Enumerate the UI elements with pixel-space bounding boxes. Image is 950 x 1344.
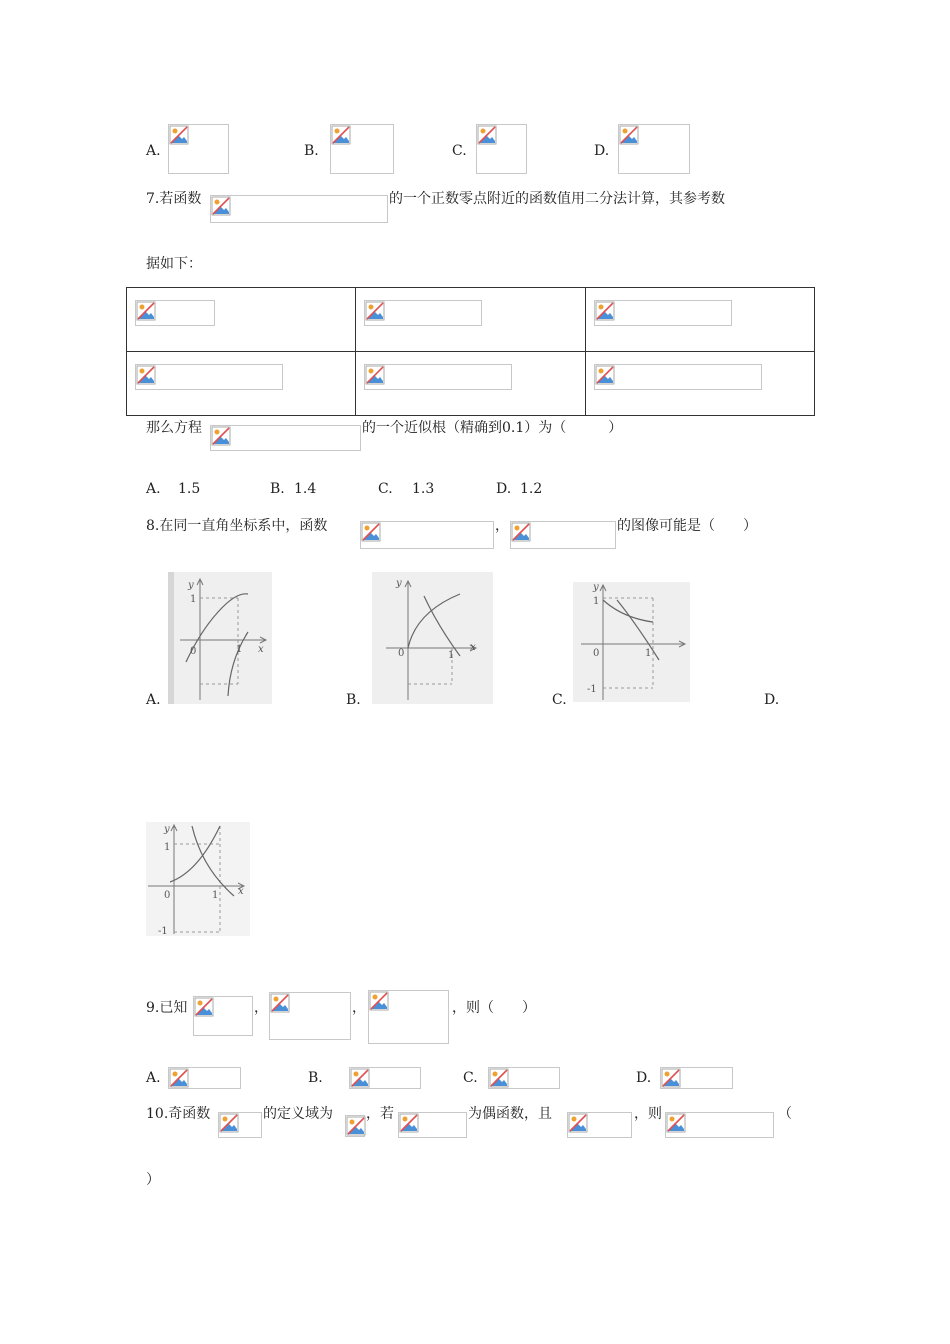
broken-image-icon — [136, 301, 156, 321]
axis-y-label: y — [396, 578, 402, 589]
axis-x-label: x — [258, 644, 264, 655]
broken-image-icon — [595, 301, 615, 321]
tick-label-one: 1 — [190, 594, 197, 605]
q7-option-a-value: 1.5 — [178, 481, 201, 497]
broken-image-icon — [211, 196, 231, 216]
origin-label: 0 — [190, 646, 197, 657]
broken-image-icon — [331, 125, 351, 145]
table-cell — [356, 288, 585, 352]
axis-y-label: y — [164, 824, 170, 835]
table-cell — [356, 352, 585, 416]
table-cell — [127, 352, 356, 416]
q9-option-d-label: D. — [636, 1070, 652, 1086]
q10-mid1: 的定义域为 — [263, 1106, 333, 1122]
q9-option-a-label: A. — [146, 1070, 161, 1086]
broken-image-icon — [136, 365, 156, 385]
q8-option-a-label: A. — [146, 692, 161, 708]
broken-image-icon — [477, 125, 497, 145]
q10-open-paren: （ — [778, 1106, 792, 1122]
broken-image-icon — [568, 1113, 588, 1133]
q7-option-b-value: 1.4 — [294, 481, 317, 497]
reference-data-table — [126, 287, 815, 416]
formula-image — [168, 1067, 241, 1089]
table-row — [127, 352, 815, 416]
q7-option-c-label: C. — [378, 481, 393, 497]
q10-prefix: 10.奇函数 — [146, 1106, 211, 1122]
tick-label-neg-one: -1 — [587, 684, 597, 695]
formula-image — [364, 364, 512, 390]
axis-y-label: y — [593, 582, 599, 593]
broken-image-icon — [369, 991, 389, 1011]
axis-y-label: y — [188, 580, 194, 591]
broken-image-icon — [346, 1116, 366, 1136]
formula-image — [368, 990, 449, 1044]
q9-option-b-label: B. — [308, 1070, 323, 1086]
q6-option-b-label: B. — [304, 143, 319, 159]
broken-image-icon — [489, 1068, 509, 1088]
q10-close-paren: ） — [146, 1172, 160, 1188]
formula-image — [210, 425, 361, 451]
broken-image-icon — [169, 1068, 189, 1088]
broken-image-icon — [661, 1068, 681, 1088]
broken-image-icon — [219, 1113, 239, 1133]
q9-comma: ， — [352, 1000, 366, 1016]
table-cell — [127, 288, 356, 352]
tick-label-one: 1 — [236, 644, 243, 655]
broken-image-icon — [666, 1113, 686, 1133]
tick-label-one: 1 — [645, 648, 652, 659]
formula-image — [345, 1115, 365, 1137]
broken-image-icon — [365, 301, 385, 321]
q9-option-c-label: C. — [463, 1070, 478, 1086]
q7-option-d-label: D. — [496, 481, 512, 497]
formula-image — [330, 124, 394, 174]
broken-image-icon — [194, 997, 214, 1017]
q7-prefix: 7.若函数 — [146, 191, 202, 207]
q10-mid4: ，则 — [634, 1106, 662, 1122]
table-cell — [585, 288, 814, 352]
broken-image-icon — [619, 125, 639, 145]
formula-image — [364, 300, 482, 326]
graph-option-b — [372, 572, 493, 704]
q6-option-d-label: D. — [594, 143, 610, 159]
formula-image — [193, 996, 253, 1036]
formula-image — [210, 195, 388, 223]
q8-prefix: 8.在同一直角坐标系中，函数 — [146, 518, 328, 534]
axis-x-label: x — [470, 642, 476, 653]
q7-suffix: 的一个正数零点附近的函数值用二分法计算，其参考数 — [389, 191, 725, 207]
q6-option-a-label: A. — [146, 143, 161, 159]
formula-image — [510, 521, 616, 549]
broken-image-icon — [169, 125, 189, 145]
q8-option-c-label: C. — [552, 692, 567, 708]
origin-label: 0 — [398, 648, 405, 659]
q10-mid2: ，若 — [366, 1106, 394, 1122]
q8-option-b-label: B. — [346, 692, 361, 708]
graph-option-d — [146, 822, 250, 936]
broken-image-icon — [211, 426, 231, 446]
broken-image-icon — [399, 1113, 419, 1133]
q8-option-d-label: D. — [764, 692, 780, 708]
tick-label-one: 1 — [448, 650, 455, 661]
q7-option-d-value: 1.2 — [520, 481, 543, 497]
formula-image — [135, 364, 283, 390]
q7-line3-suffix: 的一个近似根（精确到0.1）为（ ） — [362, 420, 623, 436]
broken-image-icon — [511, 522, 531, 542]
q10-mid3: 为偶函数，且 — [468, 1106, 552, 1122]
formula-image — [269, 992, 351, 1040]
table-row — [127, 288, 815, 352]
q9-prefix: 9.已知 — [146, 1000, 188, 1016]
formula-image — [349, 1067, 421, 1089]
q7-option-c-value: 1.3 — [412, 481, 435, 497]
axis-x-label: x — [238, 886, 244, 897]
q9-comma: ， — [254, 1000, 268, 1016]
formula-image — [665, 1112, 774, 1138]
formula-image — [567, 1112, 632, 1138]
q6-option-c-label: C. — [452, 143, 467, 159]
formula-image — [660, 1067, 733, 1089]
formula-image — [476, 124, 527, 174]
tick-label-neg-one: -1 — [158, 926, 168, 936]
formula-image — [618, 124, 690, 174]
graph-option-c — [573, 582, 690, 702]
table-cell — [585, 352, 814, 416]
formula-image — [398, 1112, 467, 1138]
q7-option-b-label: B. — [270, 481, 285, 497]
broken-image-icon — [595, 365, 615, 385]
q7-line3-prefix: 那么方程 — [146, 420, 202, 436]
formula-image — [135, 300, 215, 326]
origin-label: 0 — [593, 648, 600, 659]
broken-image-icon — [361, 522, 381, 542]
tick-label-one: 1 — [164, 842, 171, 853]
q8-comma: ， — [495, 518, 509, 534]
tick-label-one: 1 — [593, 596, 600, 607]
formula-image — [168, 124, 229, 174]
q7-line2: 据如下： — [146, 256, 202, 272]
formula-image — [360, 521, 494, 549]
broken-image-icon — [365, 365, 385, 385]
tick-label-one: 1 — [212, 890, 219, 901]
formula-image — [594, 364, 762, 390]
formula-image — [594, 300, 732, 326]
formula-image — [488, 1067, 560, 1089]
q8-suffix: 的图像可能是（ ） — [617, 518, 757, 534]
broken-image-icon — [350, 1068, 370, 1088]
q7-option-a-label: A. — [146, 481, 161, 497]
q9-suffix: ，则（ ） — [452, 1000, 536, 1016]
broken-image-icon — [270, 993, 290, 1013]
formula-image — [218, 1112, 262, 1138]
origin-label: 0 — [164, 890, 171, 901]
graph-option-a — [168, 572, 272, 704]
